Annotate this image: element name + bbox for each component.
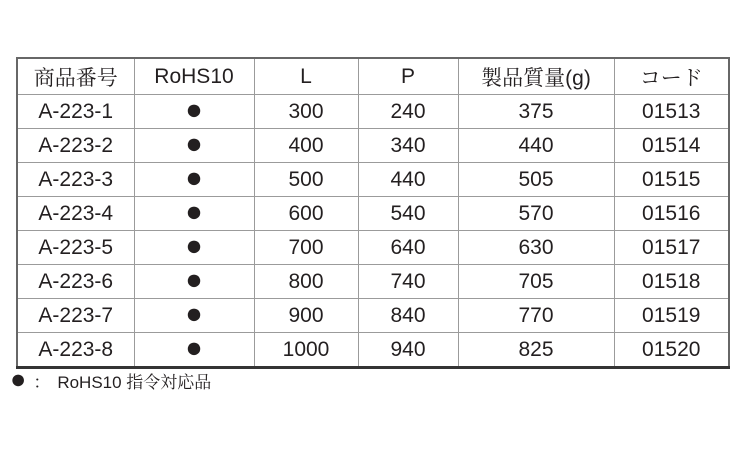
col-header-p: P <box>358 58 458 95</box>
cell-product-number: A-223-4 <box>17 197 134 231</box>
cell-p: 540 <box>358 197 458 231</box>
cell-code: 01520 <box>614 333 729 368</box>
cell-mass: 505 <box>458 163 614 197</box>
cell-mass: 375 <box>458 95 614 129</box>
cell-code: 01519 <box>614 299 729 333</box>
cell-code: 01516 <box>614 197 729 231</box>
cell-product-number: A-223-3 <box>17 163 134 197</box>
cell-rohs10 <box>134 265 254 299</box>
cell-p: 840 <box>358 299 458 333</box>
table-row <box>17 197 729 231</box>
cell-rohs10 <box>134 163 254 197</box>
legend-text: RoHS10 指令対応品 <box>57 372 212 392</box>
cell-code: 01518 <box>614 265 729 299</box>
cell-mass: 570 <box>458 197 614 231</box>
cell-product-number: A-223-6 <box>17 265 134 299</box>
table-row <box>17 129 729 163</box>
cell-rohs10 <box>134 129 254 163</box>
rohs-compliant-dot-icon: ● <box>185 332 203 364</box>
rohs-dot-icon: ● <box>10 364 27 394</box>
cell-l: 1000 <box>254 333 358 368</box>
cell-product-number: A-223-1 <box>17 95 134 129</box>
cell-l: 800 <box>254 265 358 299</box>
cell-l: 500 <box>254 163 358 197</box>
table-row <box>17 163 729 197</box>
cell-l: 300 <box>254 95 358 129</box>
cell-mass: 630 <box>458 231 614 265</box>
cell-product-number: A-223-8 <box>17 333 134 368</box>
col-header-rohs10: RoHS10 <box>134 58 254 95</box>
rohs-compliant-dot-icon: ● <box>185 298 203 330</box>
cell-p: 640 <box>358 231 458 265</box>
col-header-code: コード <box>614 58 729 95</box>
rohs-legend <box>10 364 212 394</box>
table-row <box>17 265 729 299</box>
cell-code: 01517 <box>614 231 729 265</box>
cell-p: 940 <box>358 333 458 368</box>
cell-p: 740 <box>358 265 458 299</box>
cell-l: 600 <box>254 197 358 231</box>
table-row <box>17 95 729 129</box>
cell-p: 340 <box>358 129 458 163</box>
cell-l: 900 <box>254 299 358 333</box>
rohs-compliant-dot-icon: ● <box>185 162 203 194</box>
cell-mass: 705 <box>458 265 614 299</box>
rohs-compliant-dot-icon: ● <box>185 230 203 262</box>
rohs-compliant-dot-icon: ● <box>185 128 203 160</box>
cell-rohs10 <box>134 197 254 231</box>
col-header-product-mass: 製品質量(g) <box>458 58 614 95</box>
legend-separator: ： <box>33 372 51 392</box>
cell-rohs10 <box>134 333 254 368</box>
rohs-compliant-dot-icon: ● <box>185 264 203 296</box>
cell-rohs10 <box>134 299 254 333</box>
cell-l: 400 <box>254 129 358 163</box>
cell-l: 700 <box>254 231 358 265</box>
cell-p: 440 <box>358 163 458 197</box>
cell-mass: 770 <box>458 299 614 333</box>
rohs-compliant-dot-icon: ● <box>185 94 203 126</box>
cell-code: 01513 <box>614 95 729 129</box>
cell-p: 240 <box>358 95 458 129</box>
cell-code: 01514 <box>614 129 729 163</box>
table-row <box>17 299 729 333</box>
cell-code: 01515 <box>614 163 729 197</box>
header-row <box>17 58 729 95</box>
product-spec-table <box>16 57 730 369</box>
cell-rohs10 <box>134 95 254 129</box>
cell-mass: 440 <box>458 129 614 163</box>
table-row <box>17 231 729 265</box>
cell-product-number: A-223-2 <box>17 129 134 163</box>
col-header-l: L <box>254 58 358 95</box>
cell-product-number: A-223-5 <box>17 231 134 265</box>
rohs-compliant-dot-icon: ● <box>185 196 203 228</box>
col-header-product-number: 商品番号 <box>17 58 134 95</box>
cell-mass: 825 <box>458 333 614 368</box>
cell-product-number: A-223-7 <box>17 299 134 333</box>
table-row <box>17 333 729 368</box>
cell-rohs10 <box>134 231 254 265</box>
